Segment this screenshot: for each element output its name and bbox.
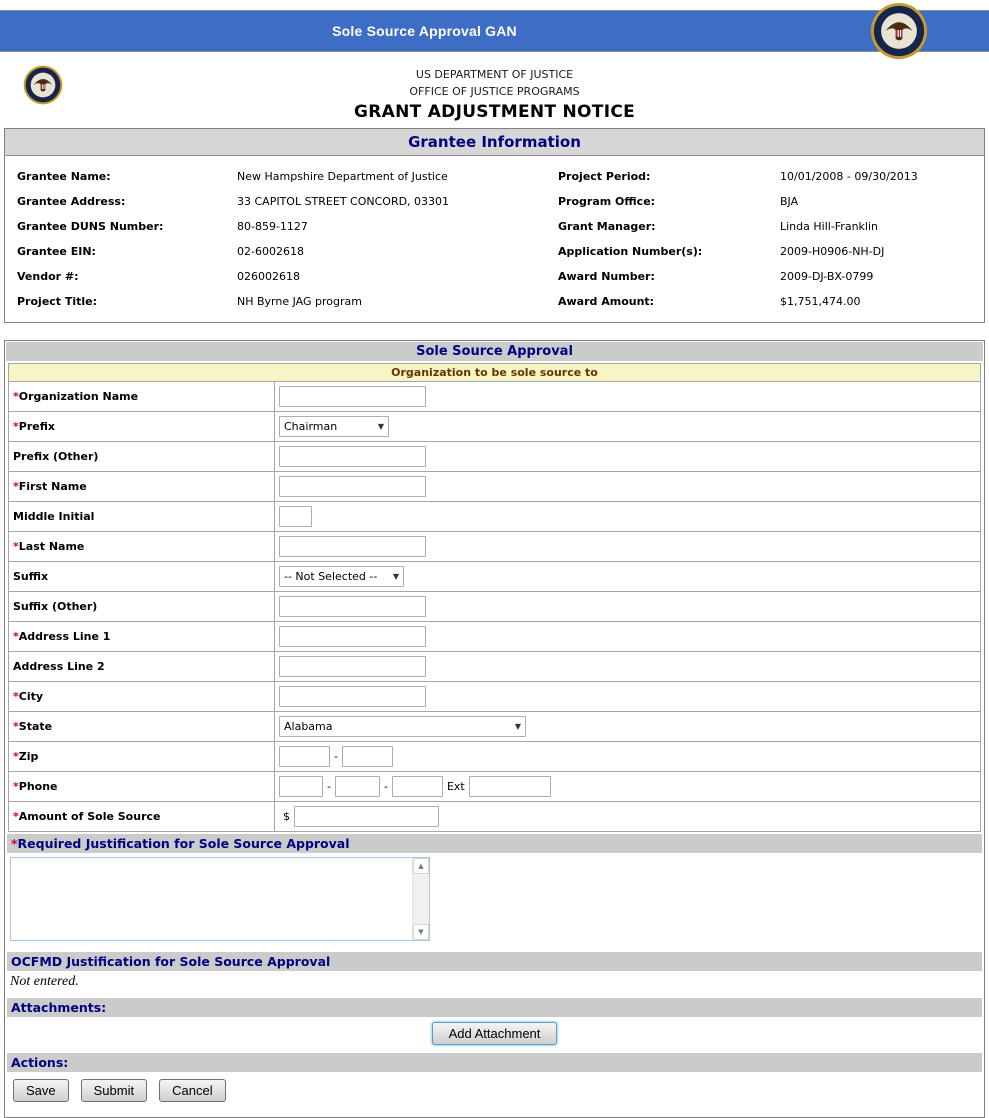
city-input[interactable] [279, 686, 426, 707]
grantee-field-value: 33 CAPITOL STREET CONCORD, 03301 [237, 195, 450, 208]
form-row-city [9, 682, 981, 712]
required-asterisk: * [13, 690, 19, 703]
zip-separator-label: - [334, 750, 338, 763]
middle-initial-label: Middle Initial [9, 502, 275, 532]
suffix-field-cell [275, 562, 981, 592]
first-name-field-cell [275, 472, 981, 502]
agency-header [0, 52, 989, 126]
cancel-button[interactable]: Cancel [159, 1079, 225, 1102]
required-asterisk: * [13, 420, 19, 433]
phone-separator-label: Ext [446, 780, 465, 793]
required-justification-label: Required Justification for Sole Source Approval [17, 836, 350, 851]
suffix-label: Suffix [9, 562, 275, 592]
prefix-other-label: Prefix (Other) [9, 442, 275, 472]
amount-of-sole-source-label: *Amount of Sole Source [9, 802, 275, 832]
actions-row [6, 1072, 983, 1111]
prefix-label: *Prefix [9, 412, 275, 442]
suffix-select[interactable] [279, 566, 404, 587]
phone-input[interactable] [335, 776, 380, 797]
address-line-1-field-cell [275, 622, 981, 652]
form-row-phone [9, 772, 981, 802]
grantee-field-label: Grantee Address: [17, 195, 126, 208]
notice-title: GRANT ADJUSTMENT NOTICE [353, 102, 636, 122]
prefix-field-cell [275, 412, 981, 442]
grantee-information-grid [5, 156, 984, 322]
form-row-prefix-other [9, 442, 981, 472]
grantee-field-label: Grantee Name: [17, 170, 111, 183]
zip-input[interactable] [342, 746, 393, 767]
grantee-field-value: 026002618 [237, 270, 300, 283]
amount-of-sole-source-input[interactable] [294, 806, 439, 827]
page-title: Sole Source Approval GAN [332, 23, 517, 39]
sole-source-approval-header: Sole Source Approval [6, 342, 983, 361]
middle-initial-field-cell [275, 502, 981, 532]
grantee-field-label: Grantee EIN: [17, 245, 96, 258]
required-justification-header [7, 834, 982, 853]
grantee-field-value: 2009-DJ-BX-0799 [780, 270, 874, 283]
justification-textarea-row [6, 853, 983, 945]
suffix-select-value: -- Not Selected -- [284, 570, 378, 583]
grantee-field-label: Vendor #: [17, 270, 79, 283]
organization-name-label: *Organization Name [9, 382, 275, 412]
grantee-field-value: 02-6002618 [237, 245, 304, 258]
form-row-organization-name [9, 382, 981, 412]
phone-input[interactable] [469, 776, 551, 797]
suffix-other-input[interactable] [279, 596, 426, 617]
grantee-field-label: Grant Manager: [558, 220, 656, 233]
form-row-prefix [9, 412, 981, 442]
ocfmd-justification-value: Not entered. [10, 974, 79, 989]
required-asterisk: * [13, 540, 19, 553]
organization-name-field-cell [275, 382, 981, 412]
chevron-down-icon: ▼ [377, 422, 384, 431]
doj-seal-icon [23, 65, 63, 105]
phone-label: *Phone [9, 772, 275, 802]
submit-button[interactable]: Submit [81, 1079, 147, 1102]
state-select[interactable] [279, 716, 526, 737]
grantee-field-label: Program Office: [558, 195, 656, 208]
state-select-value: Alabama [284, 720, 333, 733]
amount-of-sole-source-field-cell [275, 802, 981, 832]
form-row-last-name [9, 532, 981, 562]
state-field-cell [275, 712, 981, 742]
grantee-field-value: New Hampshire Department of Justice [237, 170, 448, 183]
grantee-field-label: Award Number: [558, 270, 655, 283]
required-asterisk: * [11, 836, 18, 851]
grantee-information-header: Grantee Information [5, 129, 984, 156]
last-name-label: *Last Name [9, 532, 275, 562]
organization-name-input[interactable] [279, 386, 426, 407]
address-line-2-field-cell [275, 652, 981, 682]
sole-source-approval-panel [4, 340, 985, 1118]
state-label: *State [9, 712, 275, 742]
city-label: *City [9, 682, 275, 712]
prefix-other-input[interactable] [279, 446, 426, 467]
middle-initial-input[interactable] [279, 506, 312, 527]
grantee-field-value: $1,751,474.00 [780, 295, 861, 308]
form-row-suffix [9, 562, 981, 592]
sole-source-form-table [8, 363, 981, 832]
grantee-field-label: Grantee DUNS Number: [17, 220, 164, 233]
grantee-field-label: Project Title: [17, 295, 98, 308]
phone-separator-label: - [383, 780, 388, 793]
grantee-field-value: NH Byrne JAG program [237, 295, 362, 308]
scroll-up-icon[interactable]: ▲ [413, 858, 429, 874]
form-row-address-line-2 [9, 652, 981, 682]
required-asterisk: * [13, 390, 19, 403]
prefix-select-value: Chairman [284, 420, 338, 433]
required-asterisk: * [13, 720, 19, 733]
attachments-row [6, 1017, 983, 1053]
grantee-field-value: 2009-H0906-NH-DJ [780, 245, 885, 258]
suffix-other-field-cell [275, 592, 981, 622]
prefix-other-field-cell [275, 442, 981, 472]
form-row-first-name [9, 472, 981, 502]
required-asterisk: * [13, 810, 19, 823]
last-name-input[interactable] [279, 536, 426, 557]
chevron-down-icon: ▼ [392, 572, 399, 581]
grantee-field-value: Linda Hill-Franklin [780, 220, 879, 233]
grantee-information-panel [4, 128, 985, 323]
first-name-input[interactable] [279, 476, 426, 497]
required-asterisk: * [13, 480, 19, 493]
address-line-1-label: *Address Line 1 [9, 622, 275, 652]
ocfmd-justification-header: OCFMD Justification for Sole Source Approval [7, 952, 982, 971]
actions-header: Actions: [7, 1053, 982, 1072]
required-asterisk: * [13, 630, 19, 643]
phone-separator-label: - [327, 780, 331, 793]
grantee-field-value: BJA [780, 195, 799, 208]
agency-office-line: OFFICE OF JUSTICE PROGRAMS [409, 85, 580, 98]
zip-label: *Zip [9, 742, 275, 772]
textarea-scrollbar[interactable] [412, 858, 429, 940]
address-line-2-input[interactable] [279, 656, 426, 677]
page [0, 10, 989, 1118]
zip-input[interactable] [279, 746, 330, 767]
add-attachment-button[interactable]: Add Attachment [432, 1022, 558, 1045]
agency-dept-line: US DEPARTMENT OF JUSTICE [415, 68, 574, 81]
attachments-header: Attachments: [7, 998, 982, 1017]
prefix-select[interactable] [279, 416, 389, 437]
city-field-cell [275, 682, 981, 712]
organization-subheader: Organization to be sole source to [9, 364, 981, 382]
phone-input[interactable] [392, 776, 443, 797]
form-row-zip [9, 742, 981, 772]
address-line-2-label: Address Line 2 [9, 652, 275, 682]
title-bar [0, 10, 989, 52]
justification-textarea[interactable] [10, 857, 430, 941]
form-row-amount-of-sole-source [9, 802, 981, 832]
grantee-field-label: Award Amount: [558, 295, 655, 308]
save-button[interactable]: Save [13, 1079, 69, 1102]
form-row-middle-initial [9, 502, 981, 532]
form-row-address-line-1 [9, 622, 981, 652]
amount-of-sole-source-separator-label: $ [283, 810, 290, 823]
form-row-state [9, 712, 981, 742]
grantee-field-value: 10/01/2008 - 09/30/2013 [780, 170, 918, 183]
grantee-field-value: 80-859-1127 [237, 220, 308, 233]
chevron-down-icon: ▼ [514, 722, 521, 731]
grantee-field-label: Application Number(s): [558, 245, 703, 258]
zip-field-cell [275, 742, 981, 772]
suffix-other-label: Suffix (Other) [9, 592, 275, 622]
phone-field-cell [275, 772, 981, 802]
grantee-field-label: Project Period: [558, 170, 651, 183]
required-asterisk: * [13, 750, 19, 763]
form-row-suffix-other [9, 592, 981, 622]
address-line-1-input[interactable] [279, 626, 426, 647]
last-name-field-cell [275, 532, 981, 562]
required-asterisk: * [13, 780, 19, 793]
scroll-down-icon[interactable]: ▼ [413, 924, 429, 940]
first-name-label: *First Name [9, 472, 275, 502]
phone-input[interactable] [279, 776, 323, 797]
